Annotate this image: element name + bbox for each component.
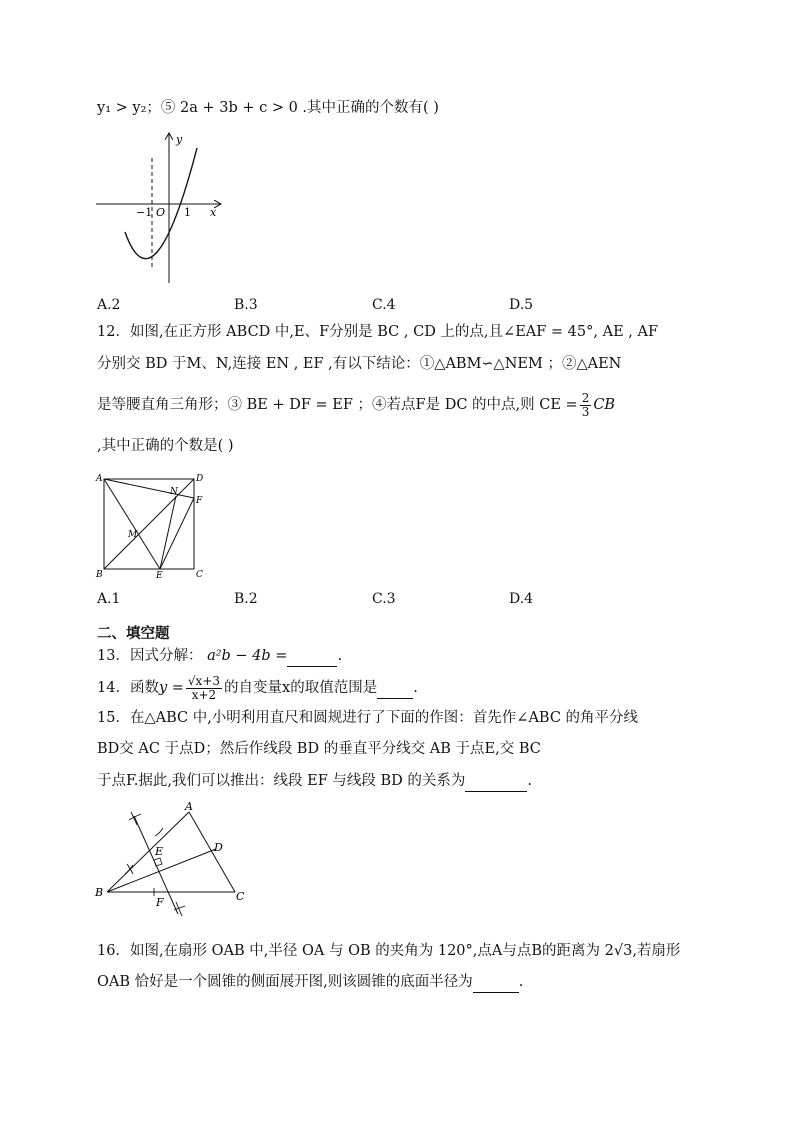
q15-label-a: A (185, 800, 193, 813)
q14-fraction-denominator: x+2 (191, 687, 217, 702)
q12-fraction (580, 392, 592, 419)
q15-line-1: 15．在△ABC 中,小明利用直尺和圆规进行了下面的作图：首先作∠ABC 的角平分线 (97, 710, 639, 726)
q12-fraction-denominator: 3 (581, 404, 590, 419)
q11-option-b: B.3 (234, 297, 258, 313)
q12-line-2: 分别交 BD 于M、N,连接 EN , EF ,有以下结论：①△ABM∽△NEM ；②△AEN (97, 356, 622, 372)
q12-label-f: F (196, 496, 203, 506)
q12-label-a: A (96, 474, 103, 484)
q15-line-2: BD交 AC 于点D；然后作线段 BD 的垂直平分线交 AB 于点E,交 BC (97, 741, 541, 757)
q12-line-3 (97, 387, 615, 423)
q14-fraction-numerator: √x+3 (187, 673, 221, 688)
q14-fraction (186, 675, 222, 702)
q11-stem-tail: y₁ > y₂；⑤ 2a + 3b + c > 0 .其中正确的个数有( ) (97, 100, 439, 116)
q12-line-3-pre: 是等腰直角三角形；③ BE + DF = EF ；④若点F是 DC 的中点,则 CE = (97, 397, 578, 413)
q12-label-m: M (128, 530, 138, 540)
q11-neg1-label: −1 (136, 206, 153, 219)
q12-option-d: D.4 (509, 591, 534, 607)
q11-y-label: y (176, 133, 183, 146)
q15-label-b: B (95, 886, 104, 899)
q15-label-c: C (236, 890, 245, 903)
q11-option-d: D.5 (509, 297, 534, 313)
q15-triangle-figure (92, 800, 252, 925)
q15-end: . (527, 773, 532, 789)
q16-answer-blank (473, 972, 519, 993)
section-heading: 二、填空题 (97, 626, 170, 642)
q12-square-figure (92, 470, 207, 582)
q14 (97, 670, 418, 706)
q11-x-label: x (210, 206, 217, 219)
q11-parabola-graph (92, 128, 227, 288)
q14-answer-blank (377, 678, 413, 699)
q14-end: . (413, 680, 418, 696)
q16-line-1-pre: 16．如图,在扇形 OAB 中,半径 OA 与 OB 的夹角为 120°,点A与点B的距离为 2 (97, 943, 614, 959)
q16-line-1 (97, 941, 680, 961)
q12-line-1: 12．如图,在正方形 ABCD 中,E、F分别是 BC , CD 上的点,且∠EAF = 45°, AE , AF (97, 324, 659, 340)
q14-post: 的自变量x的取值范围是 (224, 680, 378, 696)
q12-fraction-numerator: 2 (581, 390, 590, 405)
q11-one-label: 1 (184, 206, 191, 219)
q11-option-c: C.4 (372, 297, 396, 313)
q13-answer-blank (287, 646, 337, 667)
q11-option-a: A.2 (97, 297, 121, 313)
q13 (97, 646, 342, 667)
q16-sqrt: √3 (613, 943, 633, 959)
q16-end: . (518, 974, 524, 990)
q14-lhs: y = (158, 680, 184, 696)
q12-option-b: B.2 (234, 591, 258, 607)
q13-end: . (337, 648, 343, 664)
q12-option-a: A.1 (97, 591, 121, 607)
q13-prefix: 13．因式分解： (97, 648, 203, 664)
q12-label-b: B (96, 570, 103, 580)
q15-label-e: E (155, 845, 164, 858)
q15-label-f: F (156, 896, 164, 909)
q12-label-d: D (196, 474, 204, 484)
q15-label-d: D (214, 841, 223, 854)
q12-label-n: N (170, 487, 178, 497)
q12-line-4: ,其中正确的个数是( ) (97, 438, 234, 454)
q16-line-2-text: OAB 恰好是一个圆锥的侧面展开图,则该圆锥的底面半径为 (97, 974, 473, 990)
q12-label-e: E (156, 571, 163, 581)
q15-line-3 (97, 771, 532, 792)
q11-origin-label: O (156, 206, 166, 219)
q12-line-3-post: CB (593, 397, 616, 413)
q14-prefix: 14．函数 (97, 680, 159, 696)
q16-line-2 (97, 972, 523, 993)
q12-label-c: C (196, 570, 203, 580)
q16-line-1-post: ,若扇形 (632, 943, 681, 959)
q13-expression: a²b − 4b = (207, 648, 288, 664)
q15-line-3-text: 于点F.据此,我们可以推出：线段 EF 与线段 BD 的关系为 (97, 773, 466, 789)
q15-answer-blank (465, 771, 527, 792)
q12-option-c: C.3 (372, 591, 396, 607)
